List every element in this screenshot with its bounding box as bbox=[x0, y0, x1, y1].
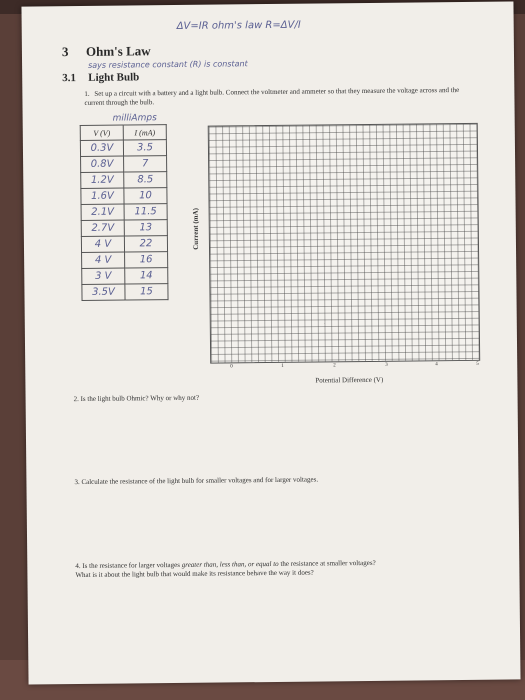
voltage-cell: 4 V bbox=[82, 252, 125, 268]
voltage-cell: 0.8V bbox=[81, 156, 124, 172]
current-cell: 8.5 bbox=[124, 172, 167, 188]
voltage-cell: 3.5V bbox=[82, 284, 125, 300]
question-4-text-emphasis: greater than, less than, or equal to bbox=[181, 559, 279, 569]
data-table bbox=[80, 124, 169, 301]
table-row bbox=[81, 156, 167, 173]
current-cell: 15 bbox=[125, 284, 168, 300]
voltage-cell: 4 V bbox=[81, 236, 124, 252]
table-row bbox=[81, 220, 167, 237]
table-row bbox=[82, 252, 168, 269]
current-cell: 7 bbox=[124, 156, 167, 172]
graph-x-axis-label: Potential Difference (V) bbox=[315, 375, 384, 385]
question-4-text-post: the resistance at smaller voltages? bbox=[278, 558, 376, 568]
question-4-text-pre: Is the resistance for larger voltages bbox=[82, 560, 182, 570]
x-tick-label: 4 bbox=[435, 362, 438, 368]
current-cell: 16 bbox=[125, 252, 168, 268]
voltage-cell: 3 V bbox=[82, 268, 125, 284]
x-tick-label: 5 bbox=[476, 361, 479, 367]
question-2-number: 2. bbox=[73, 395, 79, 404]
voltage-cell: 2.1V bbox=[81, 204, 124, 220]
question-4-number: 4. bbox=[75, 562, 81, 571]
voltage-cell: 1.2V bbox=[81, 172, 124, 188]
table-header-row bbox=[80, 125, 166, 141]
question-1-text: Set up a circuit with a battery and a light bulb. Connect the voltmeter and ammeter so that they measure the voltage across and the current through the bulb. bbox=[84, 86, 460, 107]
question-1-number: 1. bbox=[84, 89, 90, 98]
current-cell: 11.5 bbox=[124, 204, 167, 220]
x-tick-label: 1 bbox=[281, 363, 284, 369]
table-unit-note: milliAmps bbox=[112, 113, 157, 124]
table-header-voltage: V (V) bbox=[80, 125, 123, 140]
question-2-text: Is the light bulb Ohmic? Why or why not? bbox=[80, 393, 200, 403]
question-3 bbox=[74, 474, 484, 487]
current-cell: 10 bbox=[124, 188, 167, 204]
table-row bbox=[82, 284, 168, 301]
table-row bbox=[81, 188, 167, 205]
subsection-title: Light Bulb bbox=[88, 71, 140, 84]
x-tick-label: 3 bbox=[385, 362, 388, 368]
question-3-number: 3. bbox=[74, 478, 80, 487]
voltage-cell: 1.6V bbox=[81, 188, 124, 204]
voltage-cell: 2.7V bbox=[81, 220, 124, 236]
table-row bbox=[80, 140, 166, 157]
table-row bbox=[82, 268, 168, 285]
worksheet-page bbox=[21, 1, 520, 684]
handwritten-header: ΔV=IR ohm's law R=ΔV/I bbox=[176, 19, 301, 32]
question-4-text-line2: What is it about the light bulb that would make its resistance behave the way it does? bbox=[75, 568, 314, 580]
question-3-text: Calculate the resistance of the light bulb for smaller voltages and for larger voltages. bbox=[81, 475, 319, 486]
x-tick-label: 2 bbox=[333, 363, 336, 369]
current-cell: 14 bbox=[125, 268, 168, 284]
table-row bbox=[81, 204, 167, 221]
question-4 bbox=[75, 558, 485, 580]
table-header-current: I (mA) bbox=[123, 125, 166, 140]
section-number: 3 bbox=[61, 44, 69, 60]
current-cell: 13 bbox=[124, 220, 167, 236]
table-row bbox=[81, 172, 167, 189]
handwritten-note: says resistance constant (R) is constant bbox=[88, 59, 248, 70]
question-2 bbox=[74, 391, 484, 404]
graph-y-axis-label: Current (mA) bbox=[191, 208, 201, 250]
x-tick-label: 0 bbox=[230, 364, 233, 370]
section-title: Ohm's Law bbox=[85, 43, 151, 59]
question-1 bbox=[84, 86, 464, 108]
graph-grid bbox=[208, 123, 480, 364]
table-row bbox=[81, 236, 167, 253]
current-cell: 3.5 bbox=[123, 140, 166, 156]
subsection-number: 3.1 bbox=[62, 72, 77, 85]
voltage-cell: 0.3V bbox=[80, 140, 123, 156]
current-cell: 22 bbox=[124, 236, 167, 252]
graph-x-ticks bbox=[210, 362, 482, 375]
